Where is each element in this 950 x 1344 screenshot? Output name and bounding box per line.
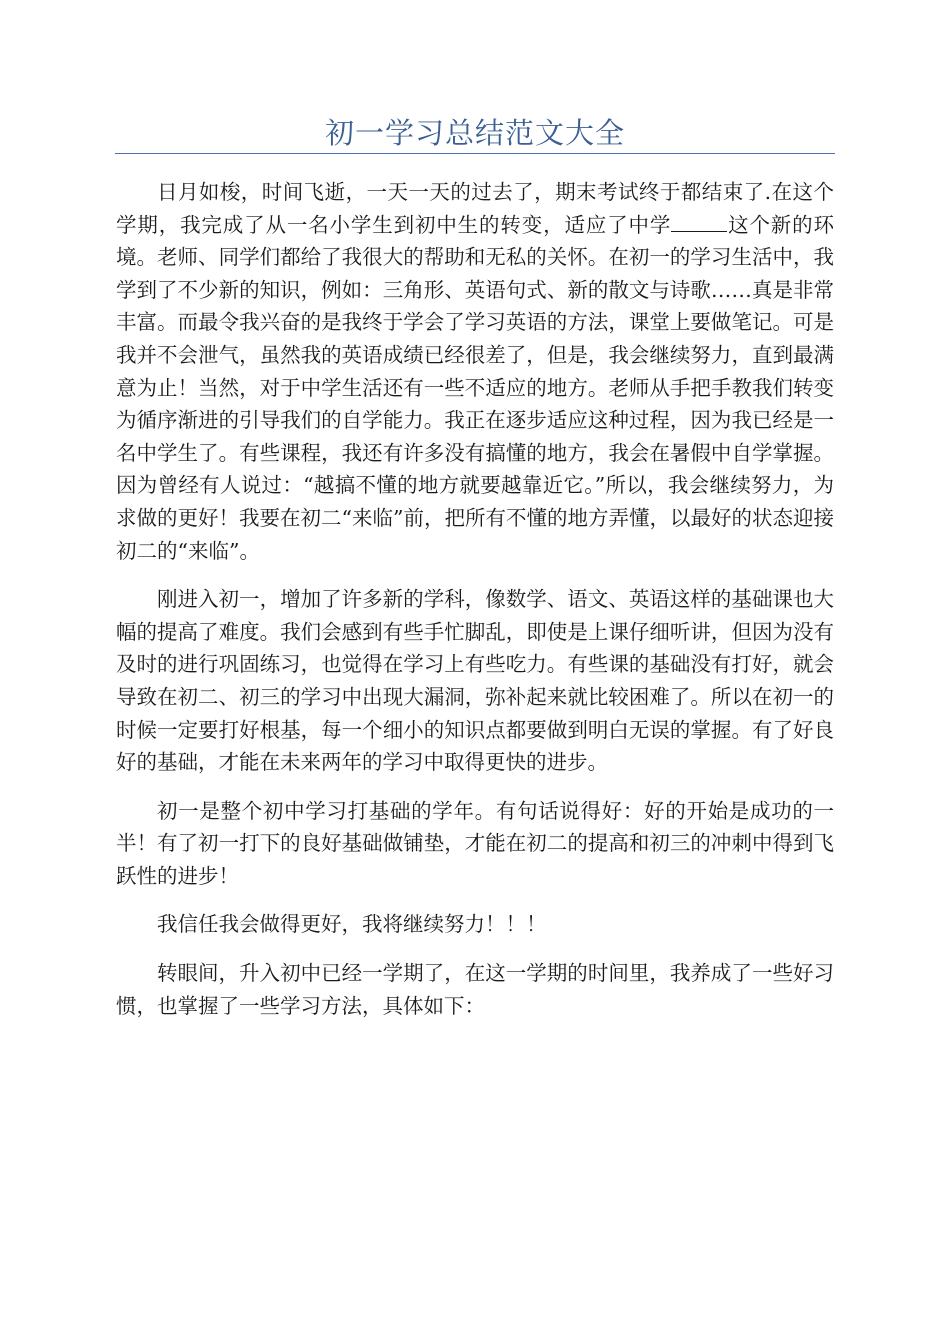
title-block [115,112,835,154]
paragraph-1 [116,176,834,567]
paragraph-2: 刚进入初一，增加了许多新的学科，像数学、语文、英语这样的基础课也大幅的提高了难度。我们会感到有些手忙脚乱，即使是上课仔细听讲，但因为没有及时的进行巩固练习，也觉得在学习上有些吃力。有些课的基础没有打好，就会导致在初二、初三的学习中出现大漏洞，弥补起来就比较困难了。所以在初一的时候一定要打好根基，每一个细小的知识点都要做到明白无误的掌握。有了好良好的基础，才能在未来两年的学习中取得更快的进步。 [116,587,834,775]
paragraph-4: 我信任我会做得更好，我将继续努力！！！ [157,912,547,937]
document-body [116,176,834,1038]
paragraph-5: 转眼间，升入初中已经一学期了，在这一学期的时间里，我养成了一些好习惯，也掌握了一些学习方法，具体如下： [116,961,834,1018]
title-underline [115,153,835,154]
document-title: 初一学习总结范文大全 [324,116,625,150]
paragraph-1-text-before-blank: 日月如梭，时间飞逝，一天一天的过去了，期末考试终于都结束了.在这个学期，我完成了从一名小学生到初中生的转变，适应了中学 [116,180,834,237]
paragraph-3: 初一是整个初中学习打基础的学年。有句话说得好：好的开始是成功的一半！有了初一打下的良好基础做铺垫，才能在初二的提高和初三的冲刺中得到飞跃性的进步！ [116,798,834,888]
paragraph-1-text-after-blank: 这个新的环境。老师、同学们都给了我很大的帮助和无私的关怀。在初一的学习生活中，我学到了不少新的知识，例如：三角形、英语句式、新的散文与诗歌……真是非常丰富。而最令我兴奋的是我终于学会了学习英语的方法，课堂上要做笔记。可是我并不会泄气，虽然我的英语成绩已经很差了，但是，我会继续努力，直到最满意为止！当然，对于中学生活还有一些不适应的地方。老师从手把手教我们转变为循序渐进的引导我们的自学能力。我正在逐步适应这种过程，因为我已经是一名中学生了。有些课程，我还有许多没有搞懂的地方，我会在暑假中自学掌握。因为曾经有人说过：“越搞不懂的地方就要越靠近它。”所以，我会继续努力，为求做的更好！我要在初二“来临”前，把所有不懂的地方弄懂，以最好的状态迎接初二的“来临”。 [116,212,835,563]
fill-in-blank [671,213,727,232]
